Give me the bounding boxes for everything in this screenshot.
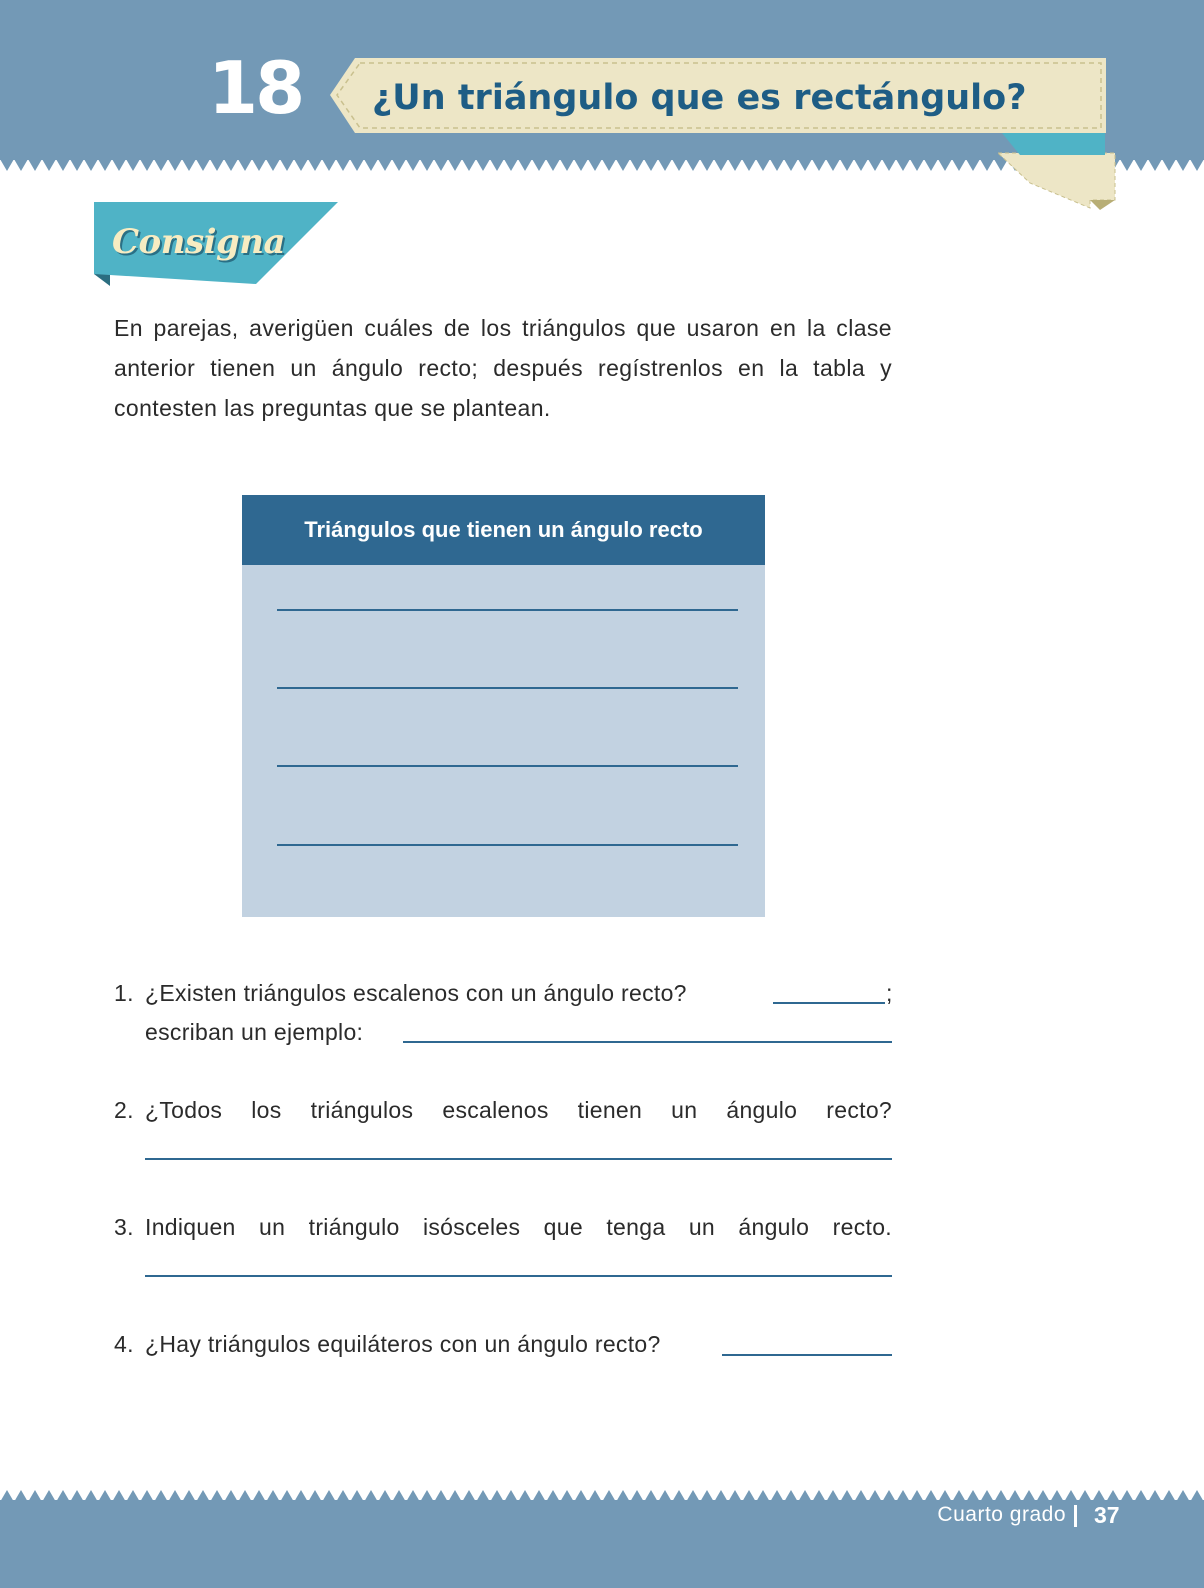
question-suffix: ;: [886, 980, 893, 1006]
lesson-title: ¿Un triángulo que es rectángulo?: [372, 78, 1027, 118]
question-text: ¿Hay triángulos equiláteros con un ángulo recto?: [145, 1331, 661, 1357]
answer-table: [242, 495, 765, 917]
question-number: 1.: [114, 980, 134, 1006]
lesson-number: 18: [208, 46, 303, 130]
question-text: ¿Todos los triángulos escalenos tienen un ángulo recto?: [145, 1097, 892, 1123]
answer-line-4[interactable]: [722, 1354, 892, 1356]
answer-line-1b[interactable]: [403, 1041, 892, 1043]
answer-line-2[interactable]: [145, 1158, 892, 1160]
question-text: ¿Existen triángulos escalenos con un ángulo recto?: [145, 980, 687, 1006]
consigna-label: Consigna: [112, 222, 286, 262]
table-header: Triángulos que tienen un ángulo recto: [242, 495, 765, 565]
question-number: 4.: [114, 1331, 134, 1357]
question-text-line2: escriban un ejemplo:: [145, 1019, 364, 1045]
footer-separator: [1074, 1505, 1077, 1527]
question-4: [114, 1325, 892, 1365]
table-answer-line[interactable]: [277, 765, 738, 767]
question-number: 2.: [114, 1097, 134, 1123]
table-answer-line[interactable]: [277, 844, 738, 846]
answer-line-3[interactable]: [145, 1275, 892, 1277]
question-text: Indiquen un triángulo isósceles que tenga un ángulo recto.: [145, 1214, 892, 1240]
question-number: 3.: [114, 1214, 134, 1240]
answer-line-1a[interactable]: [773, 1002, 885, 1004]
question-2: [114, 1091, 892, 1131]
table-answer-line[interactable]: [277, 687, 738, 689]
question-3: [114, 1208, 892, 1248]
page-number: 37: [1094, 1502, 1120, 1528]
instructions-text: En parejas, averigüen cuáles de los triángulos que usaron en la clase anterior tienen un ángulo recto; después regístrenlos en la tabla y contesten las preguntas que se plantean.: [114, 315, 892, 421]
table-answer-line[interactable]: [277, 609, 738, 611]
footer-grade: Cuarto grado: [937, 1503, 1066, 1526]
